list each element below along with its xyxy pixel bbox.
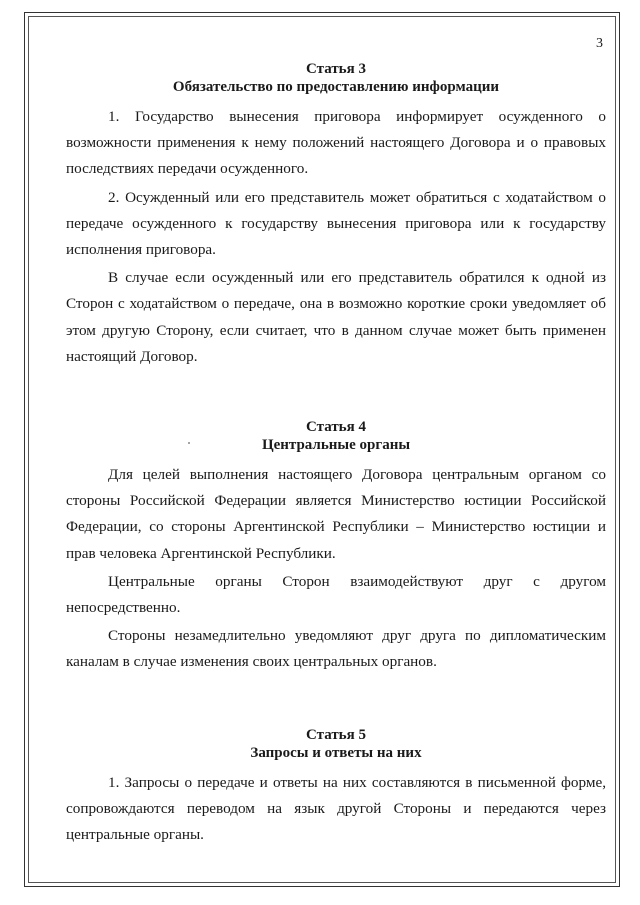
article-number: Статья 3 bbox=[306, 61, 366, 77]
paragraph: Стороны незамедлительно уведомляют друг друга по дипломатическим каналам в случае изменения своих центральных органов. bbox=[66, 627, 606, 671]
article-title: Центральные органы bbox=[261, 437, 411, 454]
paragraph: 1. Государство вынесения приговора информирует осужденного о возможности применения к нему положений настоящего Договора и о правовых последствиях передачи осужденного. bbox=[66, 108, 606, 178]
article-title: Обязательство по предоставлению информации bbox=[172, 79, 500, 95]
article-3-heading bbox=[66, 60, 606, 96]
article-4-heading bbox=[66, 418, 606, 454]
article-number: Статья 4 bbox=[306, 419, 366, 436]
page-number: 3 bbox=[596, 36, 603, 51]
article-5-heading bbox=[66, 726, 606, 762]
paragraph: 2. Осужденный или его представитель может обратиться с ходатайством о передаче осужденного к государству вынесения приговора или к государству исполнения приговора. bbox=[66, 188, 606, 259]
paragraph: Для целей выполнения настоящего Договора центральным органом со стороны Российской Федерации является Министерство юстиции Российской Федерации, со стороны Аргентинской Республики – Министерство юстиции и прав человека Аргентинской Республики. bbox=[66, 466, 606, 562]
document-body bbox=[66, 60, 606, 848]
paragraph: В случае если осужденный или его представитель обратился к одной из Сторон с ходатайством о передаче, она в возможно короткие сроки уведомляет об этом другую Сторону, если считает, что в данном случае может быть применен настоящий Договор. bbox=[66, 269, 606, 365]
paragraph: Центральные органы Сторон взаимодействуют друг с другом непосредственно. bbox=[66, 572, 606, 617]
paragraph: 1. Запросы о передаче и ответы на них составляются в письменной форме, сопровождаются переводом на язык другой Стороны и передаются через центральные органы. bbox=[66, 773, 606, 844]
article-number: Статья 5 bbox=[306, 726, 366, 743]
article-title: Запросы и ответы на них bbox=[250, 744, 422, 761]
